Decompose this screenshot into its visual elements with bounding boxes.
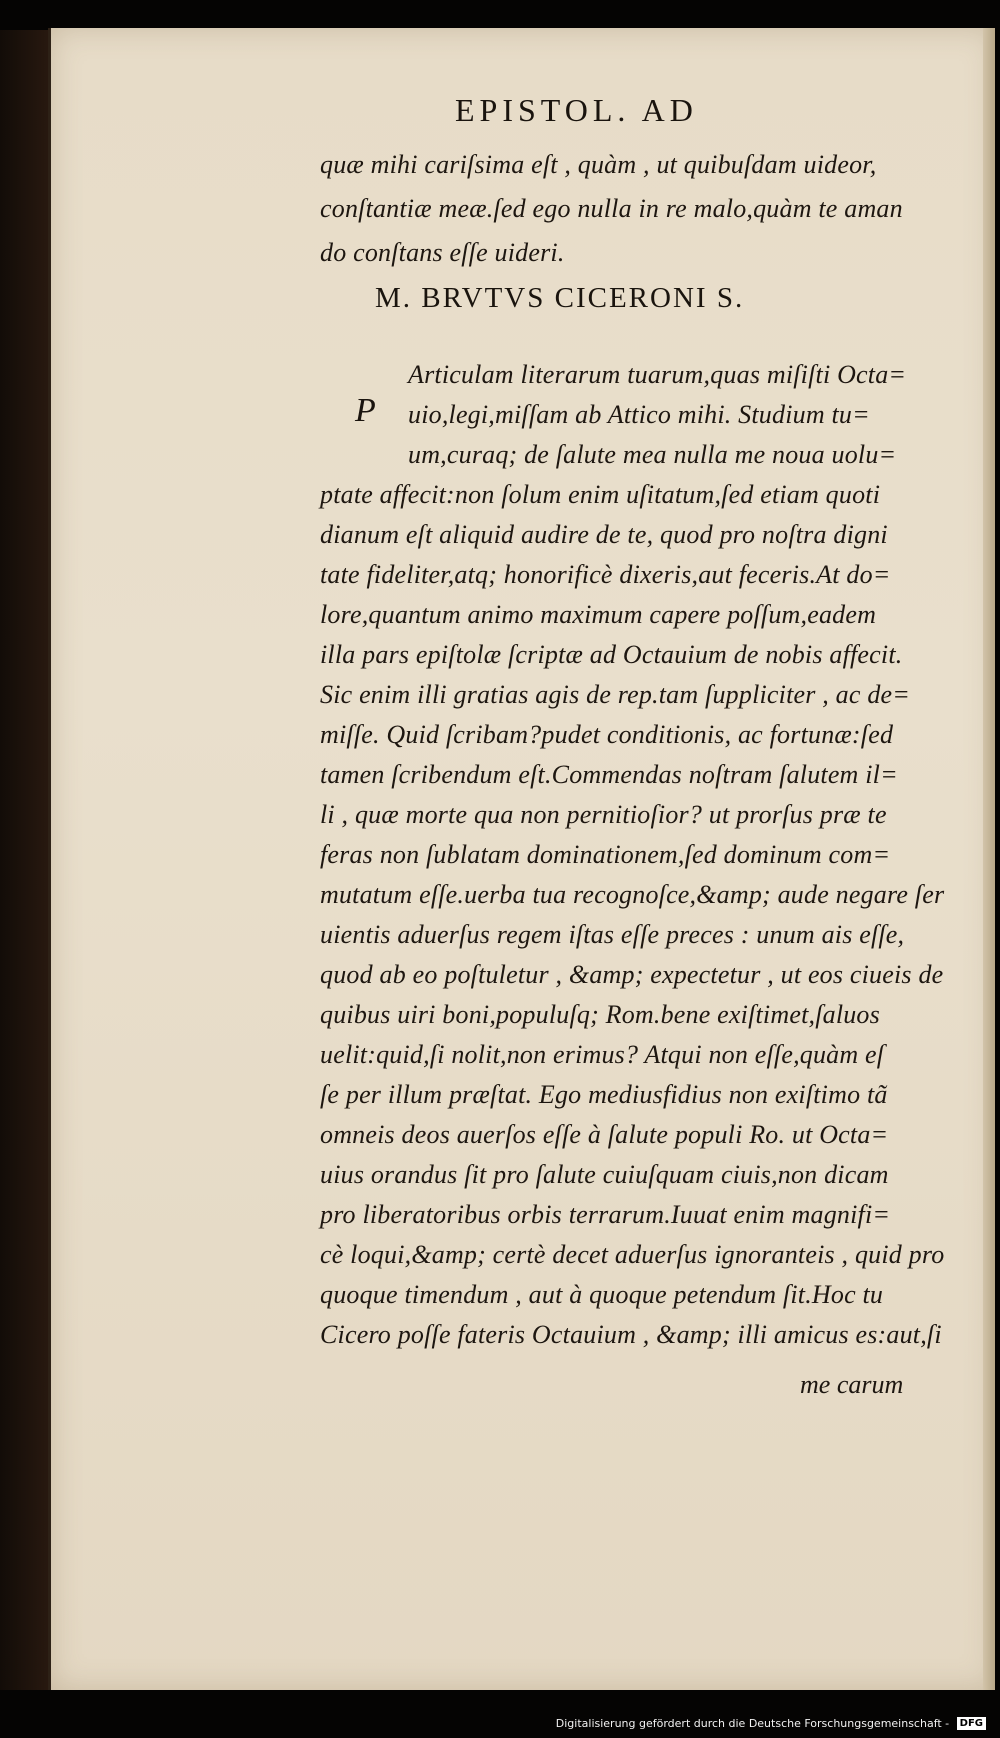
running-head: EPISTOL. AD — [455, 92, 698, 128]
text-line: uientis aduerſus regem iſtas eſſe preces : unum ais eſſe, — [320, 920, 905, 949]
credit-text: Digitalisierung gefördert durch die Deutsche Forschungsgemeinschaft - — [555, 1716, 950, 1730]
dfg-logo: DFG — [957, 1717, 986, 1730]
text-line: do conſtans eſſe uideri. — [320, 238, 565, 267]
text-line: quæ mihi cariſsima eſt , quàm , ut quibuſdam uideor, — [320, 150, 877, 179]
text-line: li , quæ morte qua non pernitioſior? ut prorſus præ te — [320, 800, 887, 829]
text-line: Sic enim illi gratias agis de rep.tam ſuppliciter , ac de= — [320, 680, 910, 709]
text-line: uius orandus ſit pro ſalute cuiuſquam ciuis,non dicam — [320, 1160, 889, 1189]
text-line: omneis deos auerſos eſſe à ſalute populi Ro. ut Octa= — [320, 1120, 889, 1149]
text-line: tamen ſcribendum eſt.Commendas noſtram ſalutem il= — [320, 760, 898, 789]
text-line: cè loqui,&amp; certè decet aduerſus ignoranteis , quid pro — [320, 1240, 945, 1269]
fore-edge — [983, 28, 995, 1690]
text-line: Articulam literarum tuarum,quas miſiſti Octa= — [408, 360, 907, 389]
text-line: Cicero poſſe fateris Octauium , &amp; illi amicus es:aut,ſi — [320, 1320, 942, 1349]
text-line: ptate affecit:non ſolum enim uſitatum,ſed etiam quoti — [320, 480, 881, 509]
digitization-credit — [556, 1717, 986, 1731]
letter-heading: M. BRVTVS CICERONI S. — [375, 282, 745, 314]
text-line: conſtantiæ meæ.ſed ego nulla in re malo,quàm te aman — [320, 194, 903, 223]
text-line: ſe per illum præſtat. Ego mediusfidius non exiſtimo tã — [320, 1080, 888, 1109]
text-line: um,curaq; de ſalute mea nulla me noua uolu= — [408, 440, 897, 469]
text-line: tate fideliter,atq; honorificè dixeris,aut feceris.At do= — [320, 560, 891, 589]
text-line: quod ab eo poſtuletur , &amp; expectetur , ut eos ciueis de — [320, 960, 944, 989]
text-line: uelit:quid,ſi nolit,non erimus? Atqui non eſſe,quàm eſ — [320, 1040, 885, 1069]
text-line: illa pars epiſtolæ ſcriptæ ad Octauium de nobis affecit. — [320, 640, 903, 669]
drop-cap: P — [355, 392, 376, 429]
text-line: mutatum eſſe.uerba tua recognoſce,&amp; aude negare ſer — [320, 880, 945, 909]
catchword: me carum — [800, 1370, 904, 1399]
text-line: dianum eſt aliquid audire de te, quod pro noſtra digni — [320, 520, 888, 549]
text-line: lore,quantum animo maximum capere poſſum,eadem — [320, 600, 877, 629]
text-line: feras non ſublatam dominationem,ſed dominum com= — [320, 840, 891, 869]
text-line: quoque timendum , aut à quoque petendum ſit.Hoc tu — [320, 1280, 884, 1309]
text-line: pro liberatoribus orbis terrarum.Iuuat enim magnifi= — [320, 1200, 891, 1229]
text-line: uio,legi,miſſam ab Attico mihi. Studium tu= — [408, 400, 870, 429]
text-line: miſſe. Quid ſcribam?pudet conditionis, ac fortunæ:ſed — [320, 720, 894, 749]
text-line: quibus uiri boni,populuſq; Rom.bene exiſtimet,ſaluos — [320, 1000, 880, 1029]
